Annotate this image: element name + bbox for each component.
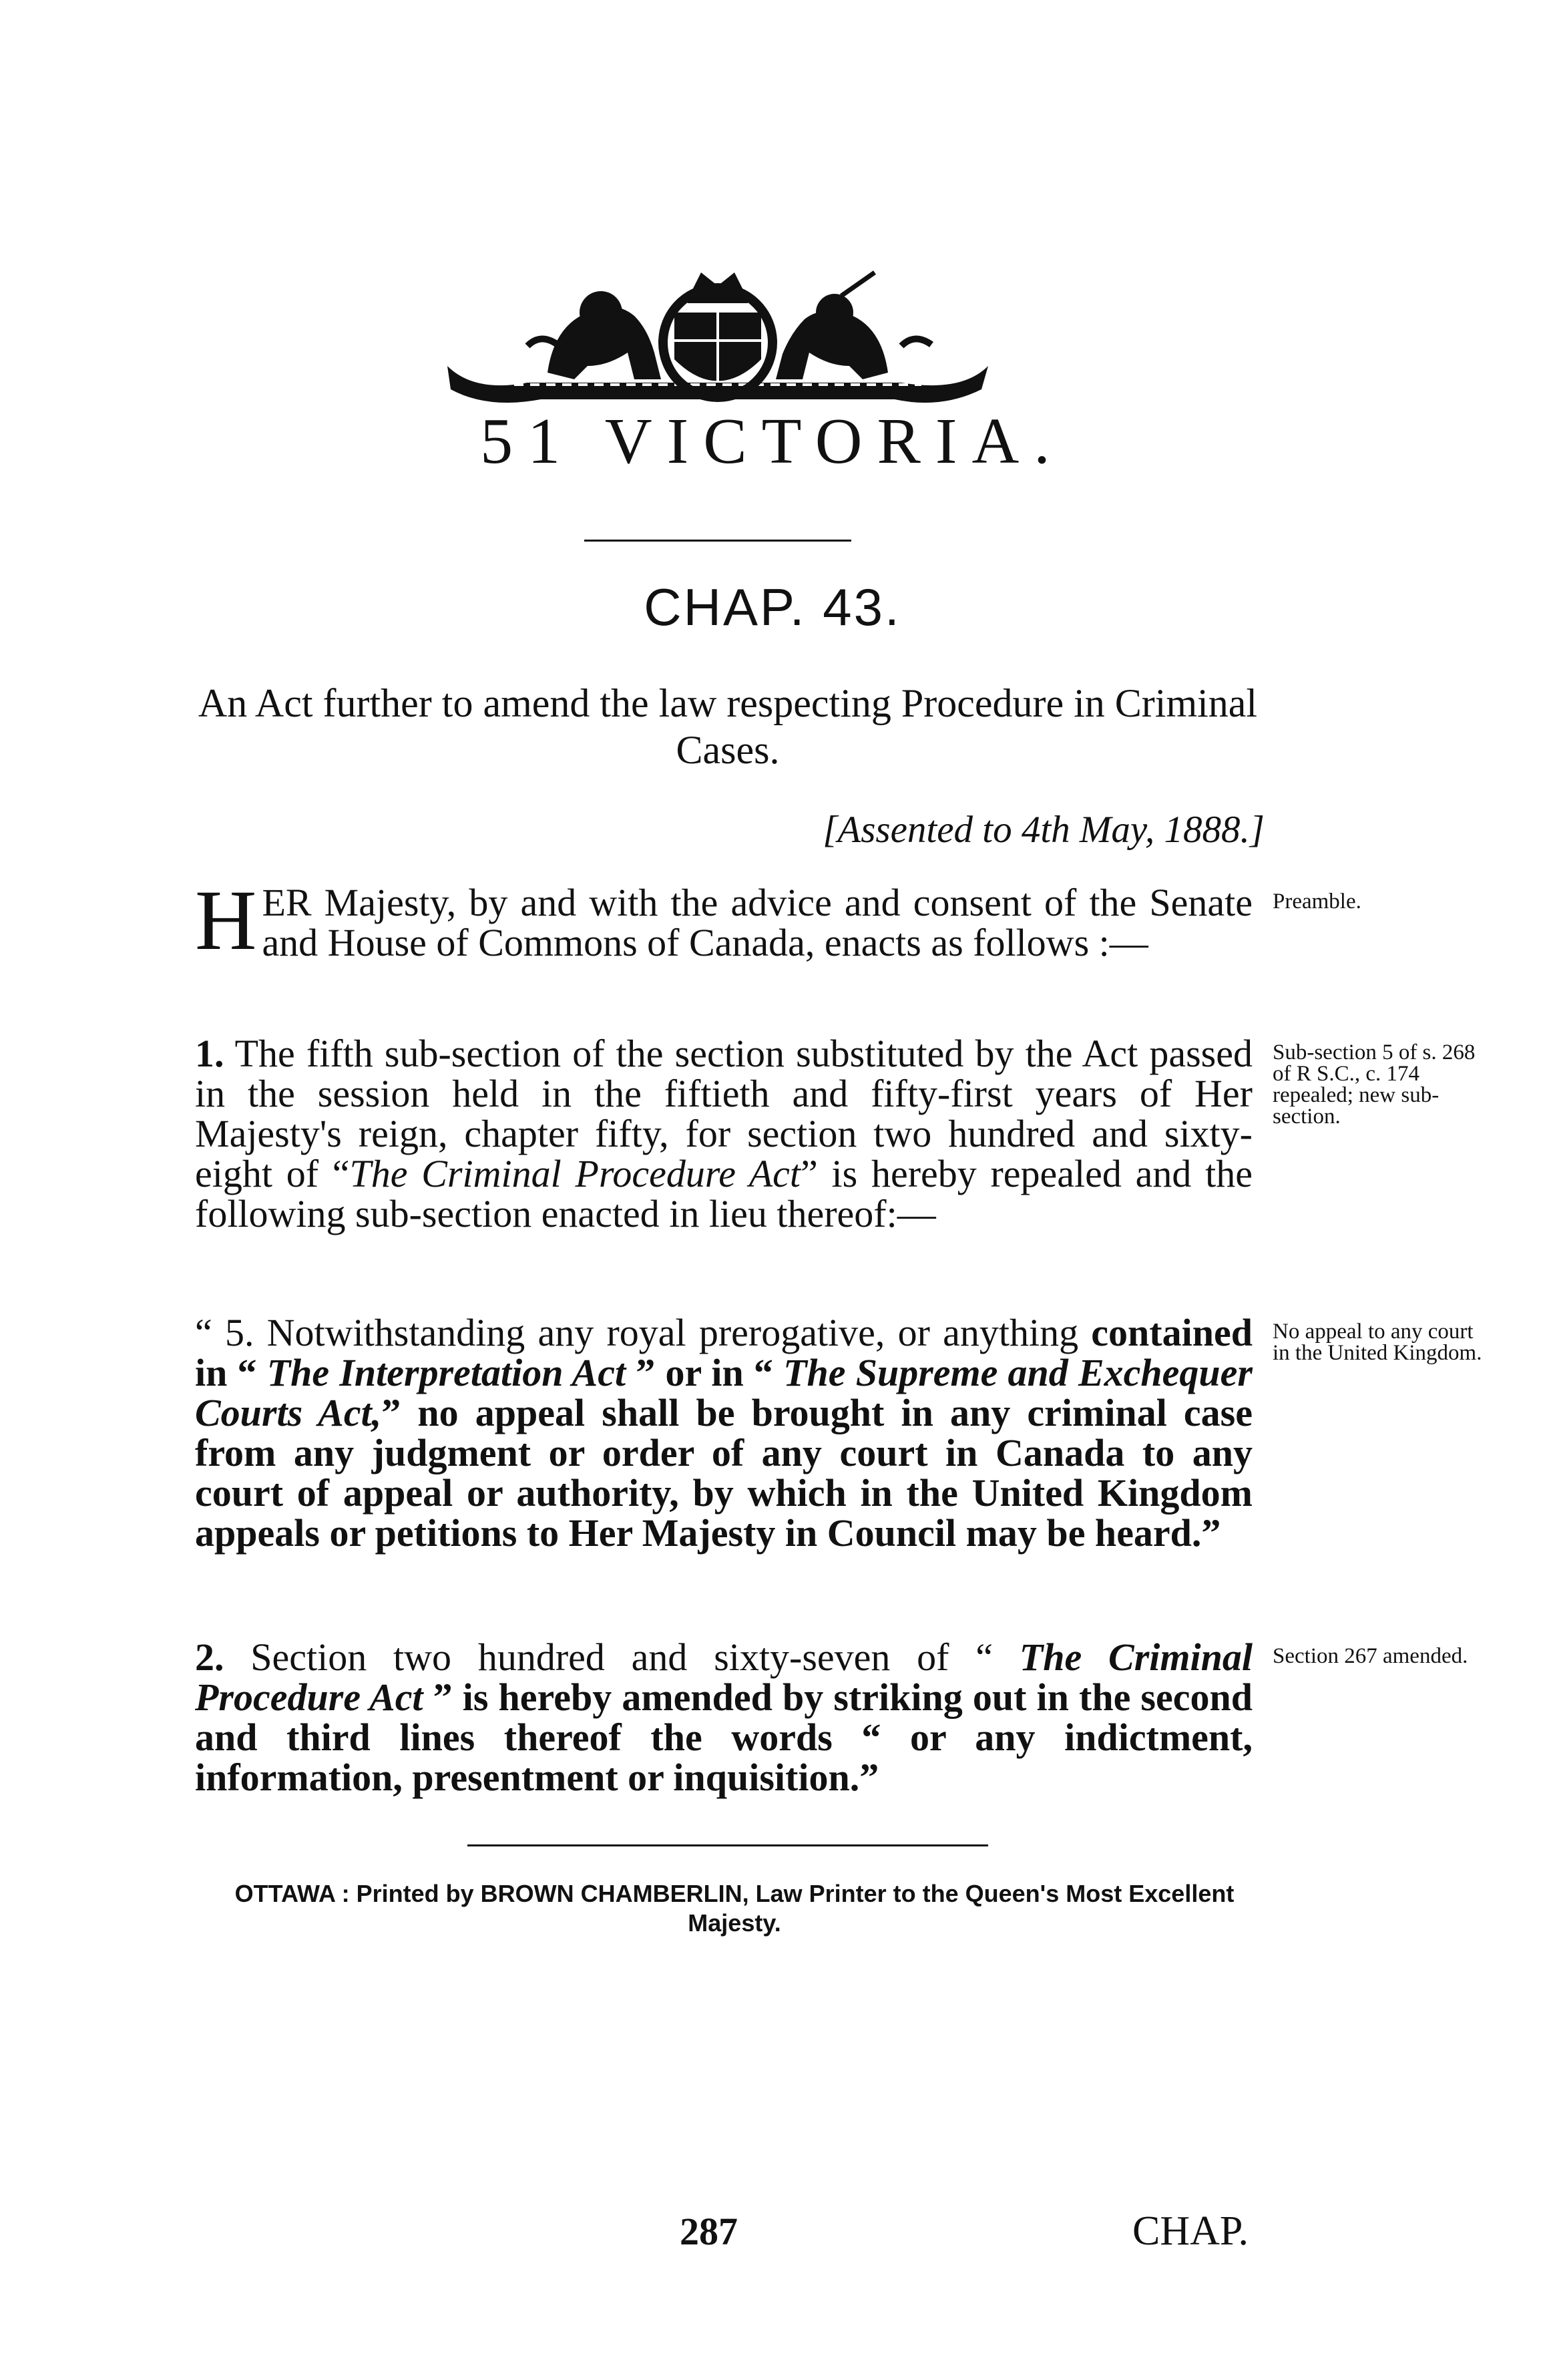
section-text: ” is hereby amended by striking out in the second and third lines thereof the words “ or any indictment, information, presentment or inquisition.” xyxy=(195,1675,1253,1799)
chapter-heading: CHAP. 43. xyxy=(644,578,901,636)
act-long-title: An Act further to amend the law respecting Procedure in Criminal Cases. xyxy=(198,681,1258,772)
section-number: 1. xyxy=(195,1032,224,1075)
catchword: CHAP. xyxy=(1132,2208,1249,2254)
quoted-subsection-5 xyxy=(195,1313,1253,1553)
act-title-citation: The Criminal Procedure Act xyxy=(195,1635,1253,1719)
margin-note-section-1: Sub-section 5 of s. 268 of R S.C., c. 174 repealed; new sub-section. xyxy=(1273,1040,1476,1129)
act-title-citation: The Criminal Procedure Act xyxy=(349,1152,801,1195)
section-2 xyxy=(195,1637,1253,1798)
quote-text: ” or in “ xyxy=(626,1351,784,1394)
footer-rule xyxy=(467,1844,988,1846)
margin-note-section-2: Section 267 amended. xyxy=(1273,1644,1468,1668)
royal-coat-of-arms-icon xyxy=(434,266,999,414)
preamble-paragraph xyxy=(195,873,1253,968)
preamble-text: ER Majesty, by and with the advice and consent of the Senate and House of Commons of Canada, enacts as follows :— xyxy=(262,881,1253,964)
margin-note-quote-5: No appeal to any court in the United Kingdom. xyxy=(1273,1320,1482,1365)
section-text: ” is hereby repealed and the following sub-section enacted in lieu thereof:— xyxy=(195,1152,1253,1235)
section-text: Section two hundred and sixty-seven of “ xyxy=(224,1635,1020,1679)
volume-title: 51 VICTORIA. xyxy=(480,405,1065,477)
assent-date: [Assented to 4th May, 1888.] xyxy=(823,809,1265,851)
page-number: 287 xyxy=(680,2210,738,2253)
quote-text: ” no appeal shall be brought in any criminal case from any judgment or order of any court in Canada to any court of appeal or authority, by which in the United Kingdom appeals or petitions to Her Majesty in Council may be heard.” xyxy=(195,1391,1253,1555)
section-number: 2. xyxy=(195,1635,224,1679)
printer-imprint: OTTAWA : Printed by BROWN CHAMBERLIN, Law Printer to the Queen's Most Excellent Majesty. xyxy=(234,1880,1235,1937)
act-title-citation: The Supreme and Exchequer Courts Act, xyxy=(195,1351,1253,1434)
section-text: The fifth sub-section of the section substituted by the Act passed in the session held in the fiftieth and fifty-first years of Her Majesty's reign, chapter fifty, for section two hundred and sixty-eight of “ xyxy=(195,1032,1253,1195)
section-1 xyxy=(195,1034,1253,1234)
margin-note-preamble: Preamble. xyxy=(1273,889,1361,914)
quote-text: contained in “ xyxy=(195,1311,1253,1394)
drop-cap: H xyxy=(195,873,257,968)
quote-lead: “ 5. Notwithstanding any royal prerogative, or anything xyxy=(195,1311,1079,1354)
act-title-citation: The Interpretation Act xyxy=(266,1351,626,1394)
title-rule xyxy=(584,540,851,542)
